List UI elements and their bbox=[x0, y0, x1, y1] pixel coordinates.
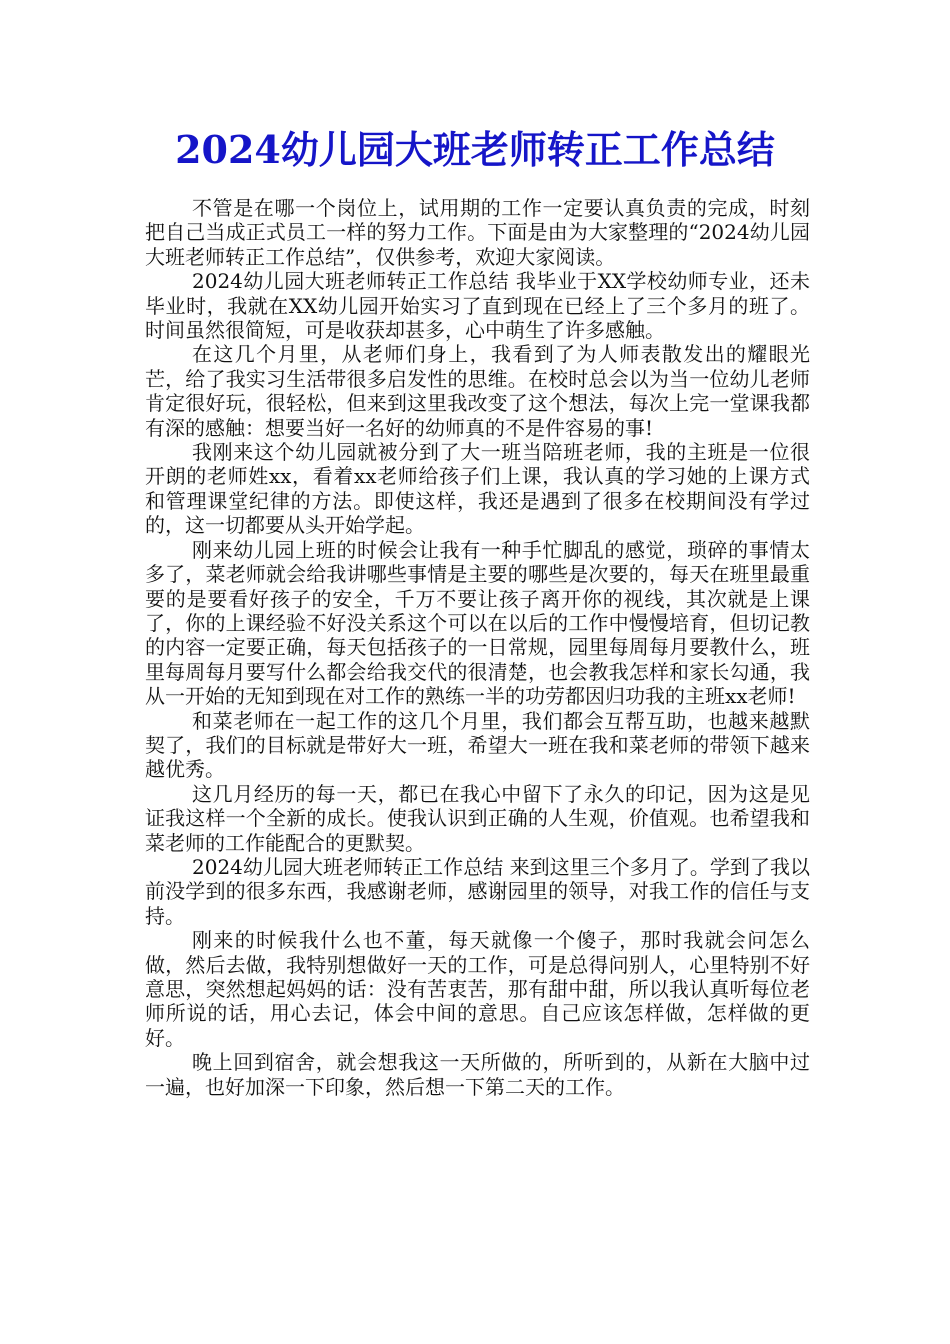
paragraph: 刚来的时候我什么也不董，每天就像一个傻子，那时我就会问怎么做，然后去做，我特别想做好一天的工作，可是总得问别人，心里特别不好意思，突然想起妈妈的话：没有苦衷苦，那有甜中甜，所以我认真听每位老师所说的话，用心去记，体会中间的意思。自己应该怎样做，怎样做的更好。 bbox=[145, 928, 810, 1050]
paragraph-intro: 不管是在哪一个岗位上，试用期的工作一定要认真负责的完成，时刻把自己当成正式员工一样的努力工作。下面是由为大家整理的“2024幼儿园大班老师转正工作总结”，仅供参考，欢迎大家阅读。 bbox=[145, 196, 810, 269]
paragraph: 这几月经历的每一天，都已在我心中留下了永久的印记，因为这是见证我这样一个全新的成长。使我认识到正确的人生观，价值观。也希望我和菜老师的工作能配合的更默契。 bbox=[145, 781, 810, 855]
document-body bbox=[145, 196, 810, 1099]
paragraph: 在这几个月里，从老师们身上，我看到了为人师表散发出的耀眼光芒，给了我实习生活带很多启发性的思维。在校时总会以为当一位幼儿老师肯定很好玩，很轻松，但来到这里我改变了这个想法，每次上完一堂课我都有深的感触：想要当好一名好的幼师真的不是件容易的事! bbox=[145, 342, 810, 440]
paragraph: 和菜老师在一起工作的这几个月里，我们都会互帮互助，也越来越默契了，我们的目标就是带好大一班，希望大一班在我和菜老师的带领下越来越优秀。 bbox=[145, 708, 810, 782]
paragraph: 刚来幼儿园上班的时候会让我有一种手忙脚乱的感觉，琐碎的事情太多了，菜老师就会给我讲哪些事情是主要的哪些是次要的，每天在班里最重要的是要看好孩子的安全，千万不要让孩子离开你的视线，其次就是上课了，你的上课经验不好没关系这个可以在以后的工作中慢慢培育，但切记教的内容一定要正确，每天包括孩子的一日常规，园里每周每月要教什么，班里每周每月要写什么都会给我交代的很清楚，也会教我怎样和家长勾通，我从一开始的无知到现在对工作的熟练一半的功劳都因归功我的主班xx老师! bbox=[145, 537, 810, 709]
paragraph: 晚上回到宿舍，就会想我这一天所做的，所听到的，从新在大脑中过一遍，也好加深一下印象，然后想一下第二天的工作。 bbox=[145, 1050, 810, 1099]
document-title: 2024幼儿园大班老师转正工作总结 bbox=[175, 127, 775, 172]
paragraph-summary-2-start: 2024幼儿园大班老师转正工作总结 来到这里三个多月了。学到了我以前没学到的很多东西，我感谢老师，感谢园里的领导，对我工作的信任与支持。 bbox=[145, 854, 810, 928]
paragraph: 我刚来这个幼儿园就被分到了大一班当陪班老师，我的主班是一位很开朗的老师姓xx，看着xx老师给孩子们上课，我认真的学习她的上课方式和管理课堂纪律的方法。即使这样，我还是遇到了很多在校期间没有学过的，这一切都要从头开始学起。 bbox=[145, 440, 810, 538]
paragraph-summary-1-start: 2024幼儿园大班老师转正工作总结 我毕业于XX学校幼师专业，还未毕业时，我就在XX幼儿园开始实习了直到现在已经上了三个多月的班了。时间虽然很简短，可是收获却甚多，心中萌生了许多感触。 bbox=[145, 269, 810, 343]
